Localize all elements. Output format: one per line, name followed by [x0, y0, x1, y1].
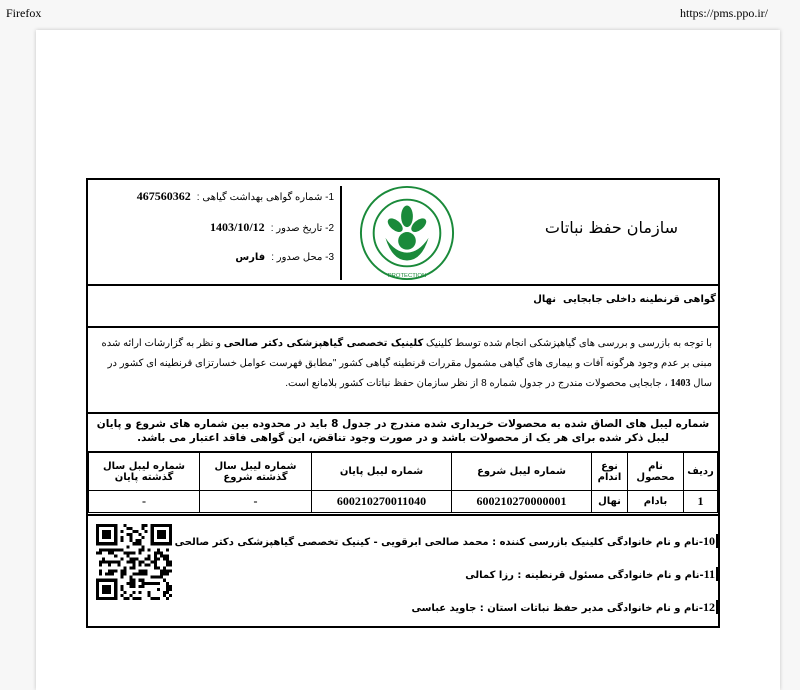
field-issue-date: [94, 217, 334, 248]
cell-product: بادام: [628, 491, 684, 513]
table-row: [89, 491, 718, 513]
certificate-fields: [94, 186, 334, 279]
col-header: نام محصول: [628, 453, 684, 491]
field-value: 1403/10/12: [210, 220, 265, 234]
certificate-header: [88, 180, 718, 286]
field-label: 2- تاریخ صدور :: [270, 223, 334, 234]
svg-text:PROTECTION: PROTECTION: [387, 273, 427, 280]
signatory-10: [175, 534, 718, 567]
signatory-text: -نام و نام خانوادگی مدیر حفظ نباتات استان : جاوید عباسی: [411, 603, 703, 614]
col-header: ردیف: [684, 453, 718, 491]
signatory-text: -نام و نام خانوادگی مسئول قرنطینه : رزا کمالی: [465, 570, 704, 581]
type-value: نهال: [533, 294, 556, 305]
divider: [340, 186, 342, 280]
cell-label-end: 600210270011040: [312, 491, 452, 513]
type-label: گواهی قرنطینه داخلی جابجایی: [562, 294, 716, 305]
field-label: 3- محل صدور :: [271, 252, 334, 263]
col-header: شماره لیبل سال گذشته شروع: [200, 453, 312, 491]
col-header: شماره لیبل شروع: [452, 453, 592, 491]
browser-bar: [0, 0, 800, 26]
app-name: Firefox: [6, 6, 42, 20]
page-url[interactable]: https://pms.ppo.ir/: [679, 6, 768, 20]
item-number: 12: [703, 600, 718, 614]
label-notice: شماره لیبل های الصاق شده به محصولات خریداری شده مندرج در جدول 8 باید در محدوده بین شماره های شروع و پایان لیبل ذکر شده برای هر یک از محصولات باشد و در صورت وجود تناقض، این گواهی فاقد اعتبار می باشد.: [88, 414, 718, 452]
qr-code-icon: [96, 524, 172, 600]
signatory-11: [175, 567, 718, 600]
field-value: فارس: [235, 252, 266, 263]
cell-organ-type: نهال: [592, 491, 628, 513]
ppo-logo-icon: [358, 184, 456, 282]
org-name: سازمان حفظ نباتات: [544, 218, 678, 237]
field-value: 467560362: [136, 189, 191, 203]
col-header: شماره لیبل پایان: [312, 453, 452, 491]
cell-prev-label-end: -: [89, 491, 200, 513]
item-number: 11: [704, 567, 718, 581]
signatories: [175, 534, 718, 633]
field-label: 1- شماره گواهی بهداشت گیاهی :: [196, 192, 334, 203]
cell-label-start: 600210270000001: [452, 491, 592, 513]
year: 1403: [670, 378, 691, 389]
products-table: [88, 452, 718, 513]
clinic-name: کلینیک تخصصی گیاهپزشکی دکتر صالحی: [223, 338, 424, 349]
field-cert-number: [94, 186, 334, 217]
statement-text: ، جابجایی محصولات مندرج در جدول شماره 8 از نظر سازمان حفظ نباتات کشور بلامانع است.: [285, 378, 671, 389]
cell-prev-label-start: -: [200, 491, 312, 513]
signatory-text: -نام و نام خانوادگی کلینیک بازرسی کننده : محمد صالحی ابرقویی - کینیک تخصصی گیاهپزشکی دکتر صالحی: [174, 537, 703, 548]
item-number: 10: [703, 534, 718, 548]
field-issue-place: [94, 248, 334, 279]
col-header: نوع اندام: [592, 453, 628, 491]
table-header-row: [89, 453, 718, 491]
statement-text: با توجه به بازرسی و بررسی های گیاهپزشکی انجام شده توسط کلینیک: [423, 338, 712, 349]
statement-text: و نظر به گزارشات ارائه شده مبنی بر عدم وجود هرگونه آفات و بیماری های گیاهی مشمول مقررات قرنطینه گیاهی کشور "مطابق فهرست عوامل خسارتزای قرنطینه ای کشور در سال: [101, 338, 712, 389]
certificate-statement: [88, 328, 718, 414]
cell-row-number: 1: [684, 491, 718, 513]
certificate: [86, 178, 720, 628]
col-header: شماره لیبل سال گذشته پایان: [89, 453, 200, 491]
certificate-type: [88, 286, 718, 328]
signatory-12: [175, 600, 718, 633]
signatories-section: [88, 514, 718, 626]
